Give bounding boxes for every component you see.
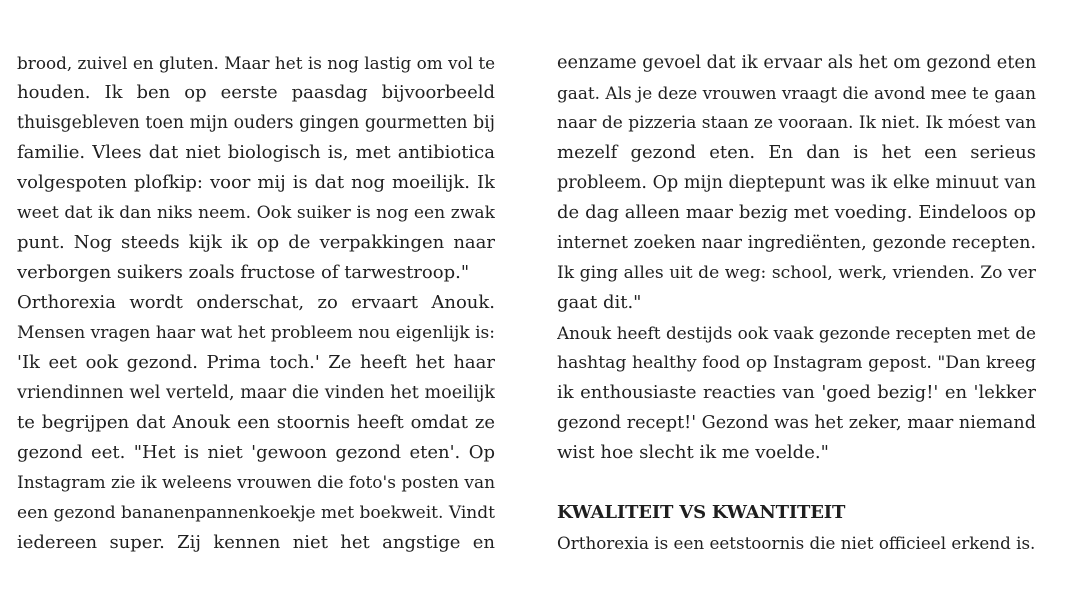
text-line: iedereen super. Zij kennen niet het angstige en [17,532,495,553]
text-line: internet zoeken naar ingrediënten, gezonde recepten. [557,233,1036,253]
text-line: verborgen suikers zoals fructose of tarwestroop." [17,262,470,283]
text-line: familie. Vlees dat niet biologisch is, met antibiotica [17,142,495,163]
text-line: gezond recept!' Gezond was het zeker, maar niemand [557,413,1036,433]
paragraph-spacer [557,468,1036,498]
text-line: gaat dit." [557,292,642,313]
right-text-column [557,48,1036,558]
text-line: Orthorexia wordt onderschat, zo ervaart Anouk. [17,292,495,313]
section-heading: KWALITEIT VS KWANTITEIT [557,502,846,523]
text-line: wist hoe slecht ik me voelde." [557,442,829,463]
text-line: vriendinnen wel verteld, maar die vinden het moeilijk [17,383,495,403]
text-line: Instagram zie ik weleens vrouwen die foto's posten van [17,473,495,493]
text-line: hashtag healthy food op Instagram gepost. "Dan kreeg [557,353,1036,373]
text-line: 'Ik eet ook gezond. Prima toch.' Ze heeft het haar [17,352,495,373]
text-line: naar de pizzeria staan ze vooraan. Ik niet. Ik móest van [557,113,1036,133]
text-line: gezond eet. "Het is niet 'gewoon gezond eten'. Op [17,442,495,463]
text-line: Orthorexia is een eetstoornis die niet officieel erkend is. [557,533,1036,553]
text-line: eenzame gevoel dat ik ervaar als het om gezond eten [557,53,1036,73]
text-line: punt. Nog steeds kijk ik op de verpakkingen naar [17,232,495,253]
text-line: Ik ging alles uit de weg: school, werk, vrienden. Zo ver [557,263,1036,283]
text-line: een gezond bananenpannenkoekje met boekweit. Vindt [17,503,495,523]
text-line: gaat. Als je deze vrouwen vraagt die avond mee te gaan [557,83,1036,103]
left-text-column [17,48,495,558]
text-line: te begrijpen dat Anouk een stoornis heeft omdat ze [17,412,495,433]
text-line: volgespoten plofkip: voor mij is dat nog moeilijk. Ik [17,172,495,193]
text-line: thuisgebleven toen mijn ouders gingen gourmetten bij [17,113,495,133]
text-line: Anouk heeft destijds ook vaak gezonde recepten met de [557,323,1036,343]
text-line: Mensen vragen haar wat het probleem nou eigenlijk is: [17,323,495,343]
text-line: brood, zuivel en gluten. Maar het is nog lastig om vol te [17,53,495,73]
text-line: mezelf gezond eten. En dan is het een serieus [557,142,1036,163]
text-line: probleem. Op mijn dieptepunt was ik elke minuut van [557,173,1036,193]
text-line: houden. Ik ben op eerste paasdag bijvoorbeeld [17,82,495,103]
text-line: weet dat ik dan niks neem. Ook suiker is nog een zwak [17,203,495,223]
text-line: ik enthousiaste reacties van 'goed bezig!' en 'lekker [557,382,1036,403]
text-line: de dag alleen maar bezig met voeding. Eindeloos op [557,202,1036,223]
